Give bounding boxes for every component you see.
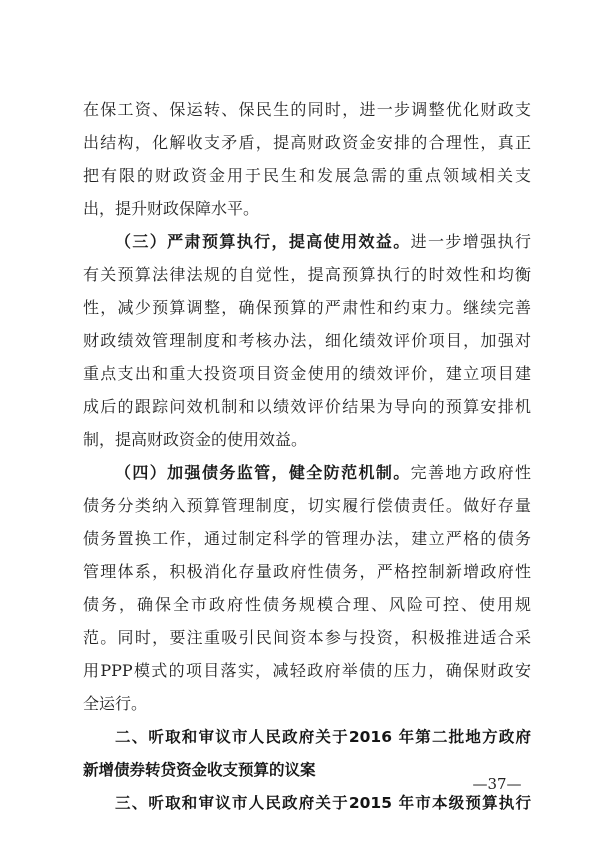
text-line: 有关预算法律法规的自觉性，提高预算执行的时效性和均衡: [83, 265, 531, 284]
text-line: 债务分类纳入预算管理制度，切实履行偿债责任。做好存量: [83, 496, 531, 515]
text-line: 重点支出和重大投资项目资金使用的绩效评价，建立项目建: [83, 364, 531, 383]
text-line: 出结构，化解收支矛盾，提高财政资金安排的合理性，真正: [83, 133, 531, 152]
page-number: —37—: [472, 775, 522, 793]
text-line: 成后的跟踪问效机制和以绩效评价结果为导向的预算安排机: [83, 397, 531, 416]
text-line: 全运行。: [83, 694, 148, 713]
section-3-heading: （三）严肃预算执行，提高使用效益。: [115, 232, 411, 251]
section-4-first-line: [115, 461, 531, 485]
text-line: 把有限的财政资金用于民生和发展急需的重点领域相关支: [83, 166, 531, 185]
text-line: 用PPP模式的项目落实，减轻政府举债的压力，确保财政安: [83, 661, 531, 680]
text-line: 性，减少预算调整，确保预算的严肃性和约束力。继续完善: [83, 298, 531, 317]
text-line: 管理体系，积极消化存量政府性债务，严格控制新增政府性: [83, 562, 531, 581]
agenda-item-2-heading-cont: 新增债券转贷资金收支预算的议案: [83, 761, 316, 779]
text-line: 出，提升财政保障水平。: [83, 199, 260, 218]
text-line: 范。同时，要注重吸引民间资本参与投资，积极推进适合采: [83, 628, 531, 647]
text-line: 债务，确保全市政府性债务规模合理、风险可控、使用规: [83, 595, 531, 614]
agenda-item-3-heading: 三、听取和审议市人民政府关于2015 年市本级预算执行: [115, 794, 531, 812]
text-line: 在保工资、保运转、保民生的同时，进一步调整优化财政支: [83, 100, 531, 119]
section-3-first-line: [115, 230, 531, 254]
text-line: 制，提高财政资金的使用效益。: [83, 430, 308, 449]
text-line: 债务置换工作，通过制定科学的管理办法，建立严格的债务: [83, 529, 531, 548]
section-4-heading: （四）加强债务监管，健全防范机制。: [115, 463, 411, 482]
agenda-item-2-heading: 二、听取和审议市人民政府关于2016 年第二批地方政府: [115, 728, 531, 746]
section-4-lead-text: 完善地方政府性: [410, 463, 531, 482]
text-line: 财政绩效管理制度和考核办法，细化绩效评价项目，加强对: [83, 331, 531, 350]
section-3-lead-text: 进一步增强执行: [410, 232, 531, 251]
